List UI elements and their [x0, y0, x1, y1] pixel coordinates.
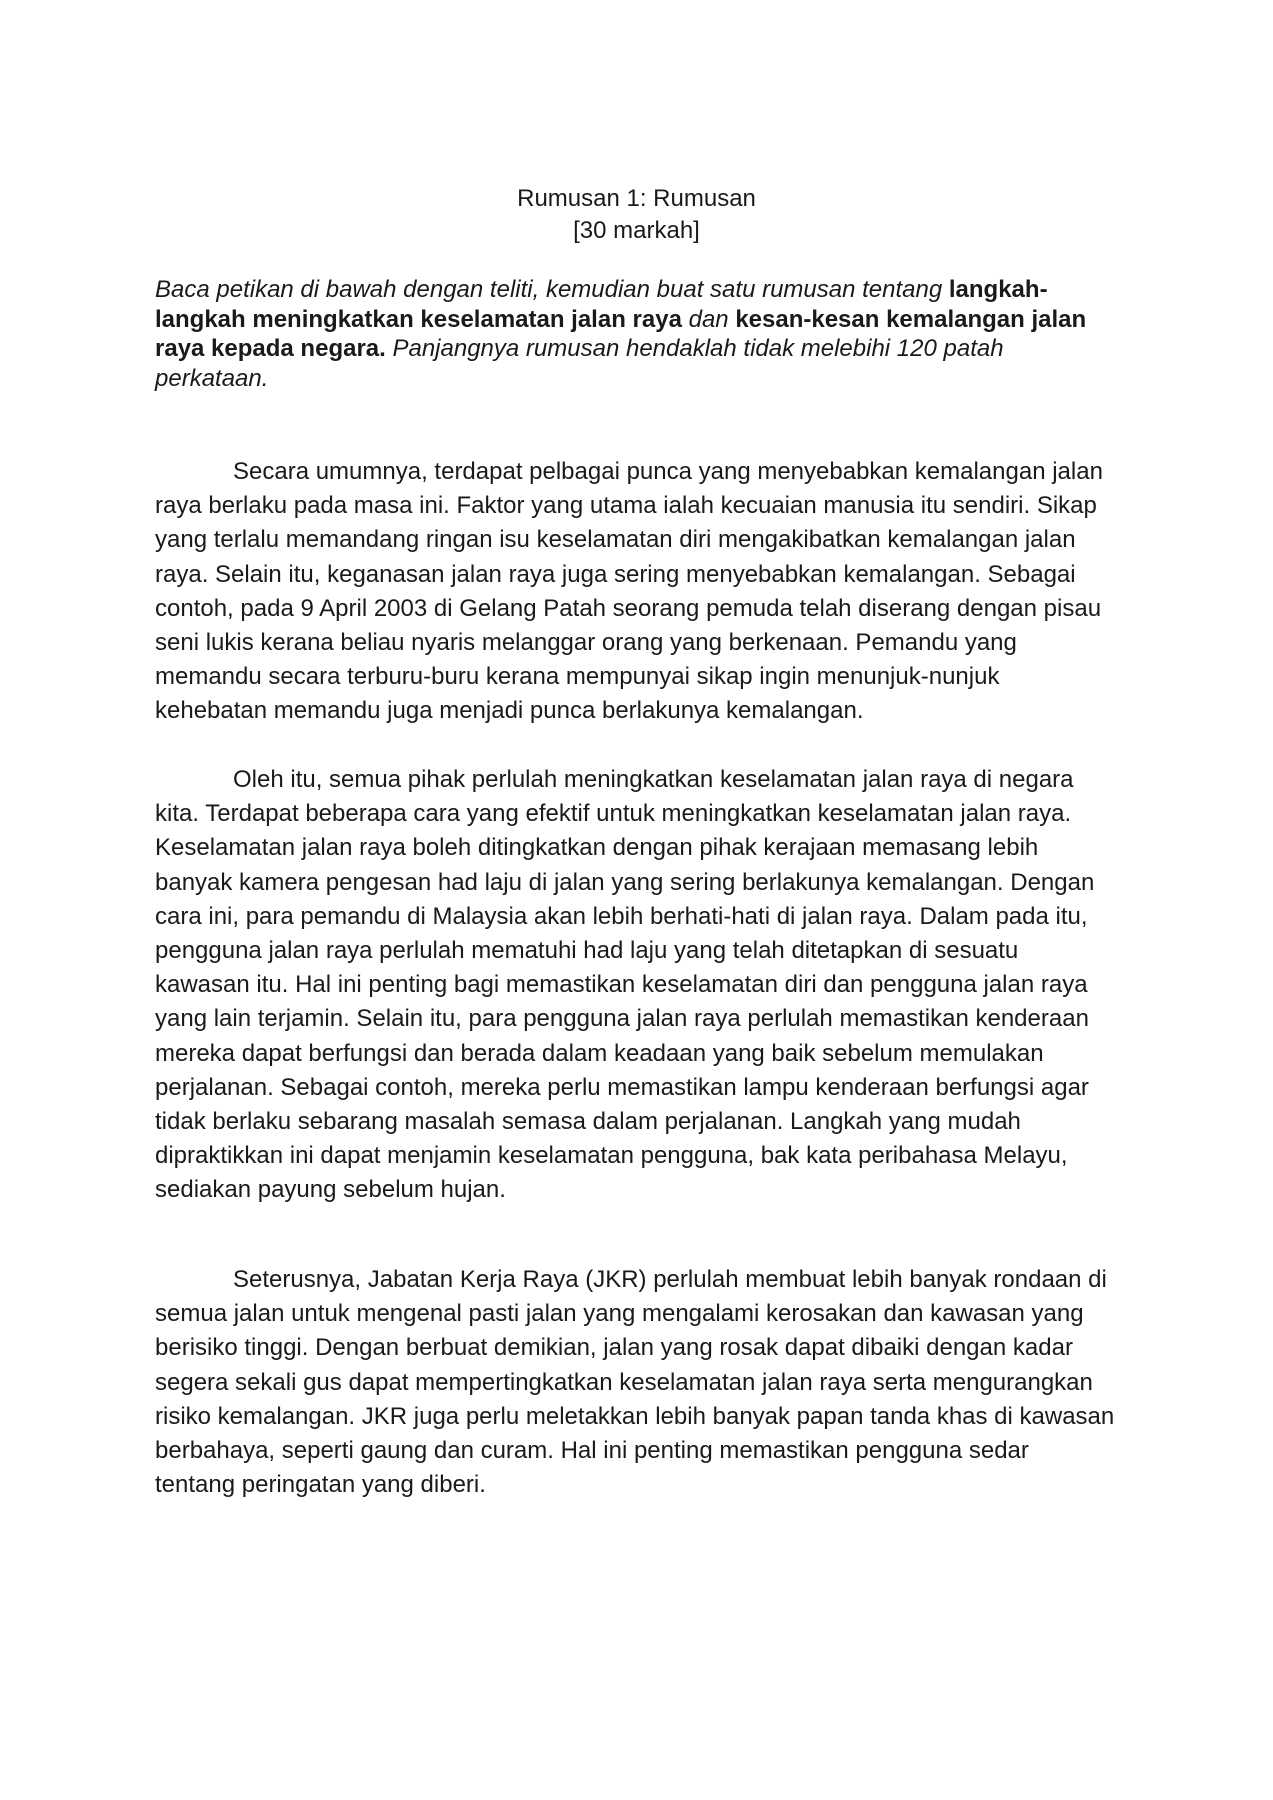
instruction-part-2: dan: [681, 305, 736, 333]
instruction-text: [155, 275, 1115, 393]
instruction-emphasis-1: langkah-langkah meningkatkan keselamatan jalan raya: [155, 276, 1048, 333]
passage-paragraph-1: Secara umumnya, terdapat pelbagai punca yang menyebabkan kemalangan jalan raya berlaku pada masa ini. Faktor yang utama ialah kecuaian manusia itu sendiri. Sikap yang terlalu memandang ringan isu keselamatan diri mengakibatkan kemalangan jalan raya. Selain itu, keganasan jalan raya juga sering menyebabkan kemalangan. Sebagai contoh, pada 9 April 2003 di Gelang Patah seorang pemuda telah diserang dengan pisau seni lukis kerana beliau nyaris melanggar orang yang berkenaan. Pemandu yang memandu secara terburu-buru kerana mempunyai sikap ingin menunjuk-nunjuk kehebatan memandu juga menjadi punca berlakunya kemalangan.: [155, 458, 1103, 725]
instruction-part-1: Baca petikan di bawah dengan teliti, kemudian buat satu rumusan tentang: [155, 276, 949, 303]
page-title: Rumusan 1: Rumusan: [517, 185, 756, 212]
instruction-part-3: Panjangnya rumusan hendaklah tidak melebihi 120 patah perkataan.: [155, 335, 1004, 392]
marks-label: [30 markah]: [573, 217, 700, 244]
instruction-emphasis-2: kesan-kesan kemalangan jalan raya kepada negara.: [155, 305, 1087, 362]
passage-paragraph-2: Oleh itu, semua pihak perlulah meningkatkan keselamatan jalan raya di negara kita. Terdapat beberapa cara yang efektif untuk meningkatkan keselamatan jalan raya. Keselamatan jalan raya boleh ditingkatkan dengan pihak kerajaan memasang lebih banyak kamera pengesan had laju di jalan yang sering berlakunya kemalangan. Dengan cara ini, para pemandu di Malaysia akan lebih berhati-hati di jalan raya. Dalam pada itu, pengguna jalan raya perlulah mematuhi had laju yang telah ditetapkan di sesuatu kawasan itu. Hal ini penting bagi memastikan keselamatan diri dan pengguna jalan raya yang lain terjamin. Selain itu, para pengguna jalan raya perlulah memastikan kenderaan mereka dapat berfungsi dan berada dalam keadaan yang baik sebelum memulakan perjalanan. Sebagai contoh, mereka perlu memastikan lampu kenderaan berfungsi agar tidak berlaku sebarang masalah semasa dalam perjalanan. Langkah yang mudah dipraktikkan ini dapat menjamin keselamatan pengguna, bak kata peribahasa Melayu, sediakan payung sebelum hujan.: [155, 766, 1095, 1204]
passage-paragraph-3: Seterusnya, Jabatan Kerja Raya (JKR) perlulah membuat lebih banyak rondaan di semua jalan untuk mengenal pasti jalan yang mengalami kerosakan dan kawasan yang berisiko tinggi. Dengan berbuat demikian, jalan yang rosak dapat dibaiki dengan kadar segera sekali gus dapat mempertingkatkan keselamatan jalan raya serta mengurangkan risiko kemalangan. JKR juga perlu meletakkan lebih banyak papan tanda khas di kawasan berbahaya, seperti gaung dan curam. Hal ini penting memastikan pengguna sedar tentang peringatan yang diberi.: [155, 1266, 1115, 1499]
